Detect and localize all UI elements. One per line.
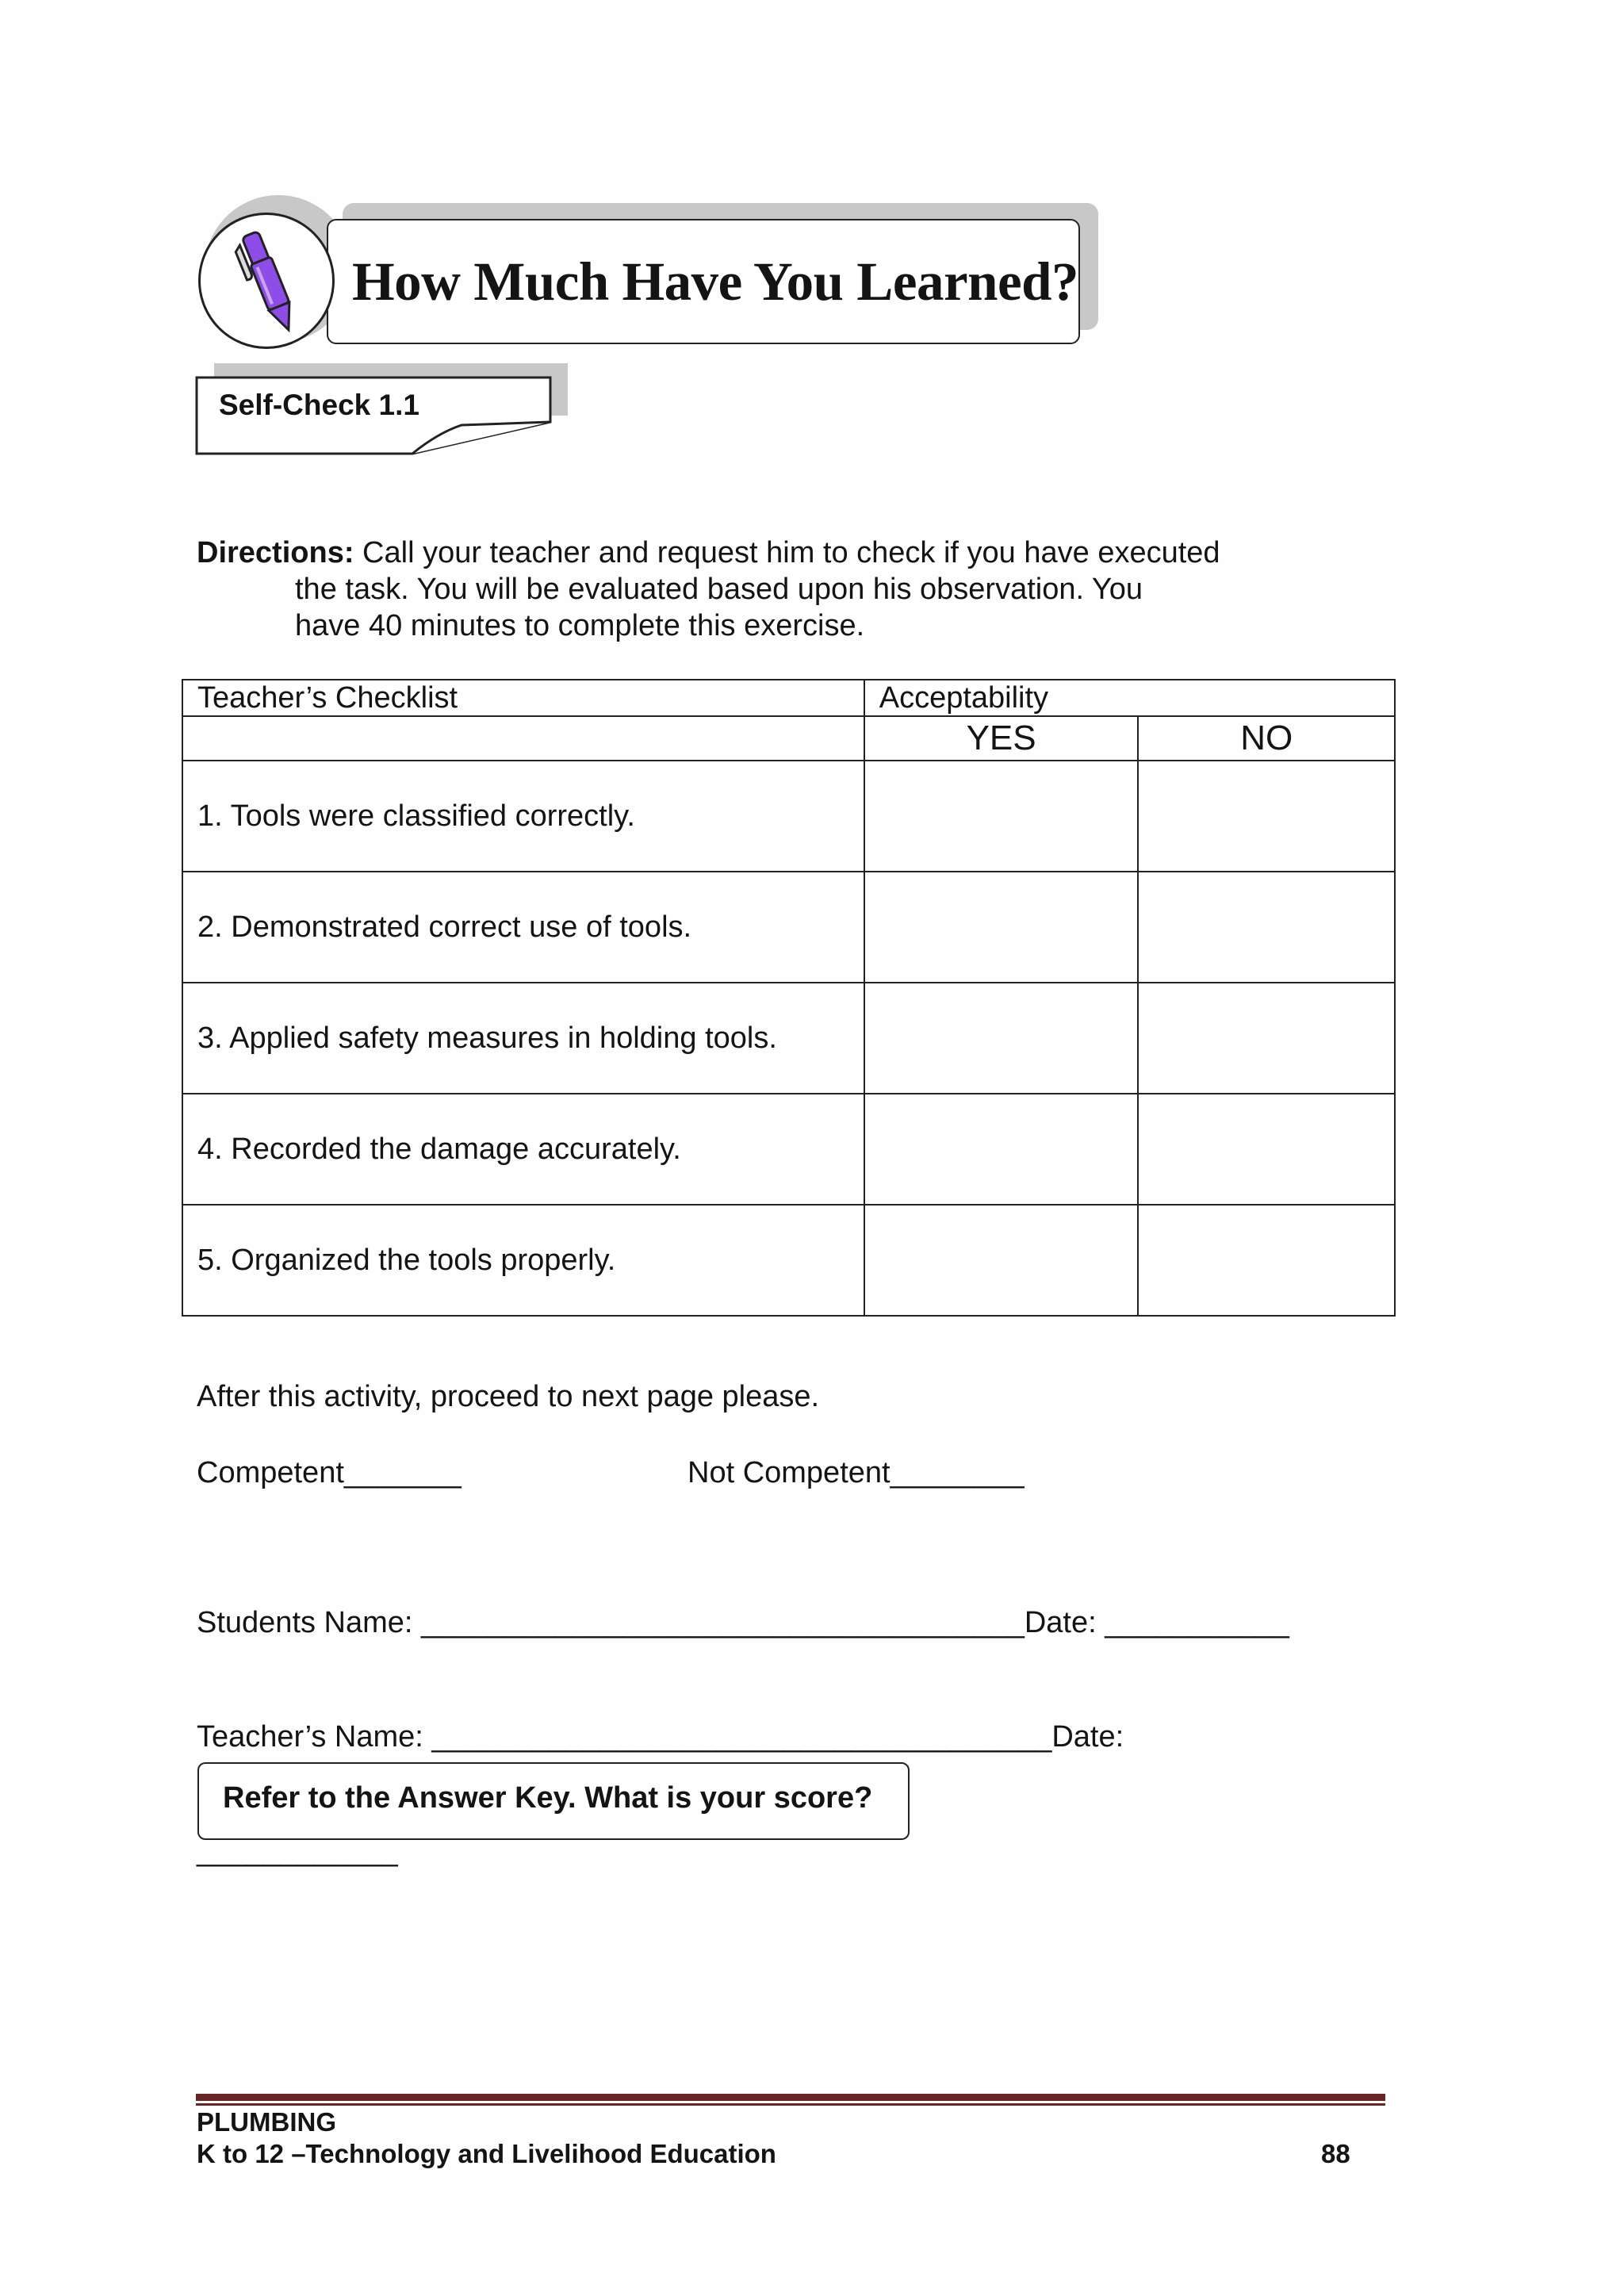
teachers-date-blank[interactable]: ____________ [197, 1834, 398, 1868]
footer-rule [196, 2094, 1385, 2101]
header-banner [327, 219, 1080, 344]
table-row [182, 761, 1395, 872]
answer-key-box [197, 1762, 910, 1840]
table-row [182, 1094, 1395, 1205]
pen-icon [198, 213, 335, 349]
page-number: 88 [1321, 2139, 1350, 2168]
directions-line-1: Call your teacher and request him to check if you have executed [362, 536, 1220, 569]
name-fields [197, 1527, 1289, 1908]
yes-cell[interactable] [864, 1205, 1139, 1316]
yes-cell[interactable] [864, 983, 1139, 1094]
teachers-name-line[interactable]: Teacher’s Name: _____________________________________Date: [197, 1720, 1124, 1754]
footer-subject: PLUMBING [197, 2107, 336, 2137]
directions-label: Directions: [197, 536, 354, 569]
table-subheader-row [182, 716, 1395, 761]
directions-line-2: the task. You will be evaluated based upon his observation. You [295, 573, 1143, 606]
after-activity-note: After this activity, proceed to next page please. [197, 1380, 820, 1413]
checklist-header: Teacher’s Checklist [182, 680, 864, 716]
table-row [182, 983, 1395, 1094]
acceptability-header: Acceptability [864, 680, 1395, 716]
page-title: How Much Have You Learned? [352, 251, 1078, 312]
no-cell[interactable] [1138, 761, 1395, 872]
no-header: NO [1138, 716, 1395, 761]
yes-cell[interactable] [864, 761, 1139, 872]
no-cell[interactable] [1138, 1094, 1395, 1205]
checklist-item: 4. Recorded the damage accurately. [182, 1094, 864, 1205]
footer-course: K to 12 –Technology and Livelihood Education [197, 2139, 776, 2168]
self-check-label: Self-Check 1.1 [219, 389, 419, 421]
yes-cell[interactable] [864, 1094, 1139, 1205]
checklist-item: 2. Demonstrated correct use of tools. [182, 872, 864, 983]
teachers-checklist-table [182, 679, 1396, 1317]
checklist-item: 3. Applied safety measures in holding tools. [182, 983, 864, 1094]
answer-key-text: Refer to the Answer Key. What is your score? [223, 1781, 873, 1815]
no-cell[interactable] [1138, 872, 1395, 983]
directions-line-3: have 40 minutes to complete this exercise. [295, 609, 865, 642]
table-row [182, 872, 1395, 983]
checklist-item: 5. Organized the tools properly. [182, 1205, 864, 1316]
no-cell[interactable] [1138, 983, 1395, 1094]
not-competent-field[interactable]: Not Competent________ [688, 1456, 1025, 1489]
empty-header-cell [182, 716, 864, 761]
yes-cell[interactable] [864, 872, 1139, 983]
directions [197, 535, 1323, 644]
students-name-line[interactable]: Students Name: ____________________________________Date: ___________ [197, 1606, 1289, 1639]
checklist-item: 1. Tools were classified correctly. [182, 761, 864, 872]
table-header-row [182, 680, 1395, 716]
table-row [182, 1205, 1395, 1316]
yes-header: YES [864, 716, 1139, 761]
footer-rule-thin [196, 2103, 1385, 2106]
competent-field[interactable]: Competent_______ [197, 1456, 462, 1489]
no-cell[interactable] [1138, 1205, 1395, 1316]
